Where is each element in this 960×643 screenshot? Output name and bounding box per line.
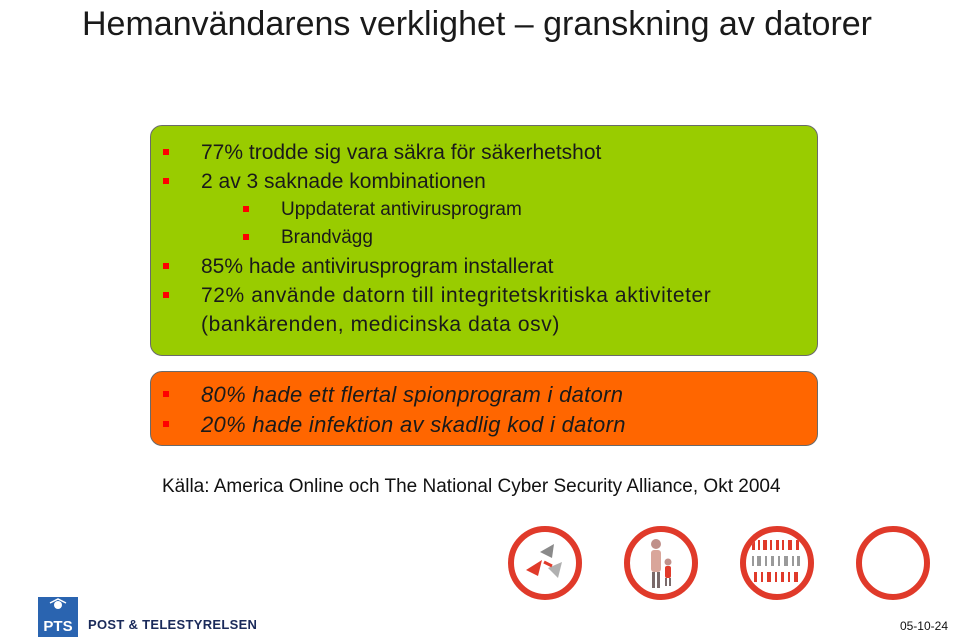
bullet-square-icon (163, 391, 169, 397)
bullet-item (151, 167, 811, 196)
bullet-text: 80% hade ett flertal spionprogram i datorn (201, 382, 624, 407)
orange-bullet-list (151, 380, 811, 440)
slide-title: Hemanvändarens verklighet – granskning av datorer (82, 5, 873, 43)
bullet-item (151, 281, 811, 339)
people-icon (624, 526, 698, 600)
bullet-square-icon (163, 421, 169, 427)
bullet-square-icon (163, 178, 169, 184)
bullet-continuation: (bankärenden, medicinska data osv) (201, 313, 560, 336)
decorative-circle-partial (856, 526, 930, 600)
bullet-text: 72% använde datorn till integritetskritiska aktiviteter (201, 284, 712, 307)
source-note: Källa: America Online och The National Cyber Security Alliance, Okt 2004 (162, 476, 781, 497)
barcode-icon (740, 526, 814, 600)
bullet-square-icon (163, 263, 169, 269)
slide-date: 05-10-24 (899, 619, 948, 633)
sub-bullet-item (151, 196, 811, 224)
bullet-square-icon (163, 149, 169, 155)
bullet-text: Brandvägg (281, 227, 373, 248)
green-bullet-list (151, 138, 811, 339)
bullet-item (151, 410, 811, 440)
pts-logo-mark-icon (38, 597, 78, 637)
sub-bullet-item (151, 224, 811, 252)
bullet-square-icon (163, 292, 169, 298)
bullet-text: 20% hade infektion av skadlig kod i datorn (201, 412, 626, 437)
orange-panel (150, 371, 818, 446)
pts-logo (38, 597, 258, 639)
bullet-text: 2 av 3 saknade kombinationen (201, 170, 486, 193)
arrows-icon (508, 526, 582, 600)
bullet-item (151, 252, 811, 281)
bullet-item (151, 138, 811, 167)
bullet-item (151, 380, 811, 410)
bullet-text: Uppdaterat antivirusprogram (281, 199, 522, 220)
bullet-square-icon (243, 206, 249, 212)
logo-text: POST & TELESTYRELSEN (88, 617, 258, 632)
bullet-text: 85% hade antivirusprogram installerat (201, 255, 554, 278)
decorative-circles (508, 526, 960, 606)
green-panel (150, 125, 818, 356)
svg-text:PTS: PTS (43, 618, 73, 635)
bullet-text: 77% trodde sig vara säkra för säkerhetshot (201, 141, 602, 164)
bullet-square-icon (243, 234, 249, 240)
